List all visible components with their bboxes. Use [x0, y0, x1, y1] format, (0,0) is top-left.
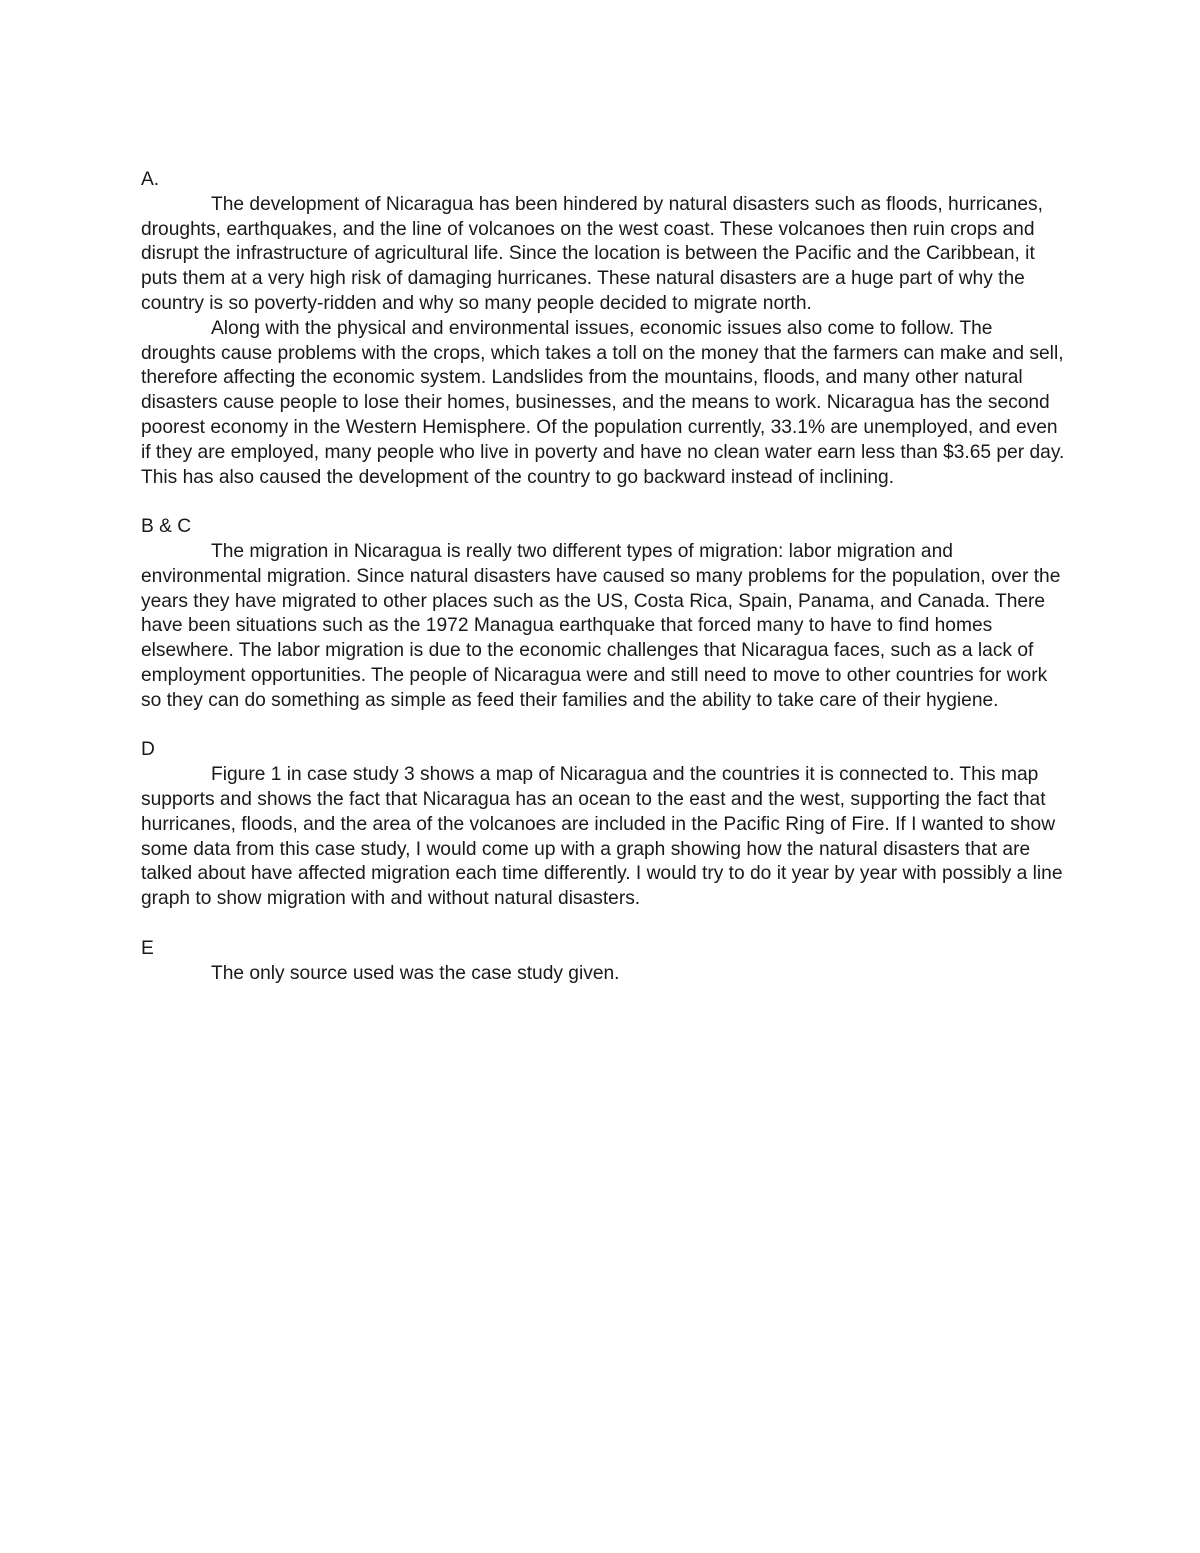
section-b-c: [141, 515, 1066, 713]
paragraph: The migration in Nicaragua is really two different types of migration: labor migration and environmental migration. Since natural disasters have caused so many problems for the population, over the years they have migrated to other places such as the US, Costa Rica, Spain, Panama, and Canada. There have been situations such as the 1972 Managua earthquake that forced many to have to find homes elsewhere. The labor migration is due to the economic challenges that Nicaragua faces, such as a lack of employment opportunities. The people of Nicaragua were and still need to move to other countries for work so they can do something as simple as feed their families and the ability to take care of their hygiene.: [141, 540, 1061, 711]
section-heading: B & C: [141, 516, 192, 538]
document-body: [141, 168, 1066, 986]
paragraph: Figure 1 in case study 3 shows a map of Nicaragua and the countries it is connected to. This map supports and shows the fact that Nicaragua has an ocean to the east and the west, supporting the fact that hurricanes, floods, and the area of the volcanoes are included in the Pacific Ring of Fire. If I wanted to show some data from this case study, I would come up with a graph showing how the natural disasters that are talked about have affected migration each time differently. I would try to do it year by year with possibly a line graph to show migration with and without natural disasters.: [141, 764, 1063, 910]
paragraph: The development of Nicaragua has been hindered by natural disasters such as floods, hurricanes, droughts, earthquakes, and the line of volcanoes on the west coast. These volcanoes then ruin crops and disrupt the infrastructure of agricultural life. Since the location is between the Pacific and the Caribbean, it puts them at a very high risk of damaging hurricanes. These natural disasters are a huge part of why the country is so poverty-ridden and why so many people decided to migrate north.: [141, 193, 1043, 314]
section-heading: E: [141, 937, 154, 959]
section-a: [141, 168, 1066, 490]
section-e: [141, 937, 1066, 987]
paragraph: Along with the physical and environmental issues, economic issues also come to follow. The droughts cause problems with the crops, which takes a toll on the money that the farmers can make and sell, therefore affecting the economic system. Landslides from the mountains, floods, and many other natural disasters cause people to lose their homes, businesses, and the means to work. Nicaragua has the second poorest economy in the Western Hemisphere. Of the population currently, 33.1% are unemployed, and even if they are employed, many people who live in poverty and have no clean water earn less than $3.65 per day. This has also caused the development of the country to go backward instead of inclining.: [141, 317, 1065, 488]
section-d: [141, 738, 1066, 912]
section-heading: A.: [141, 169, 160, 190]
section-heading: D: [141, 739, 155, 761]
paragraph: The only source used was the case study given.: [211, 962, 620, 984]
